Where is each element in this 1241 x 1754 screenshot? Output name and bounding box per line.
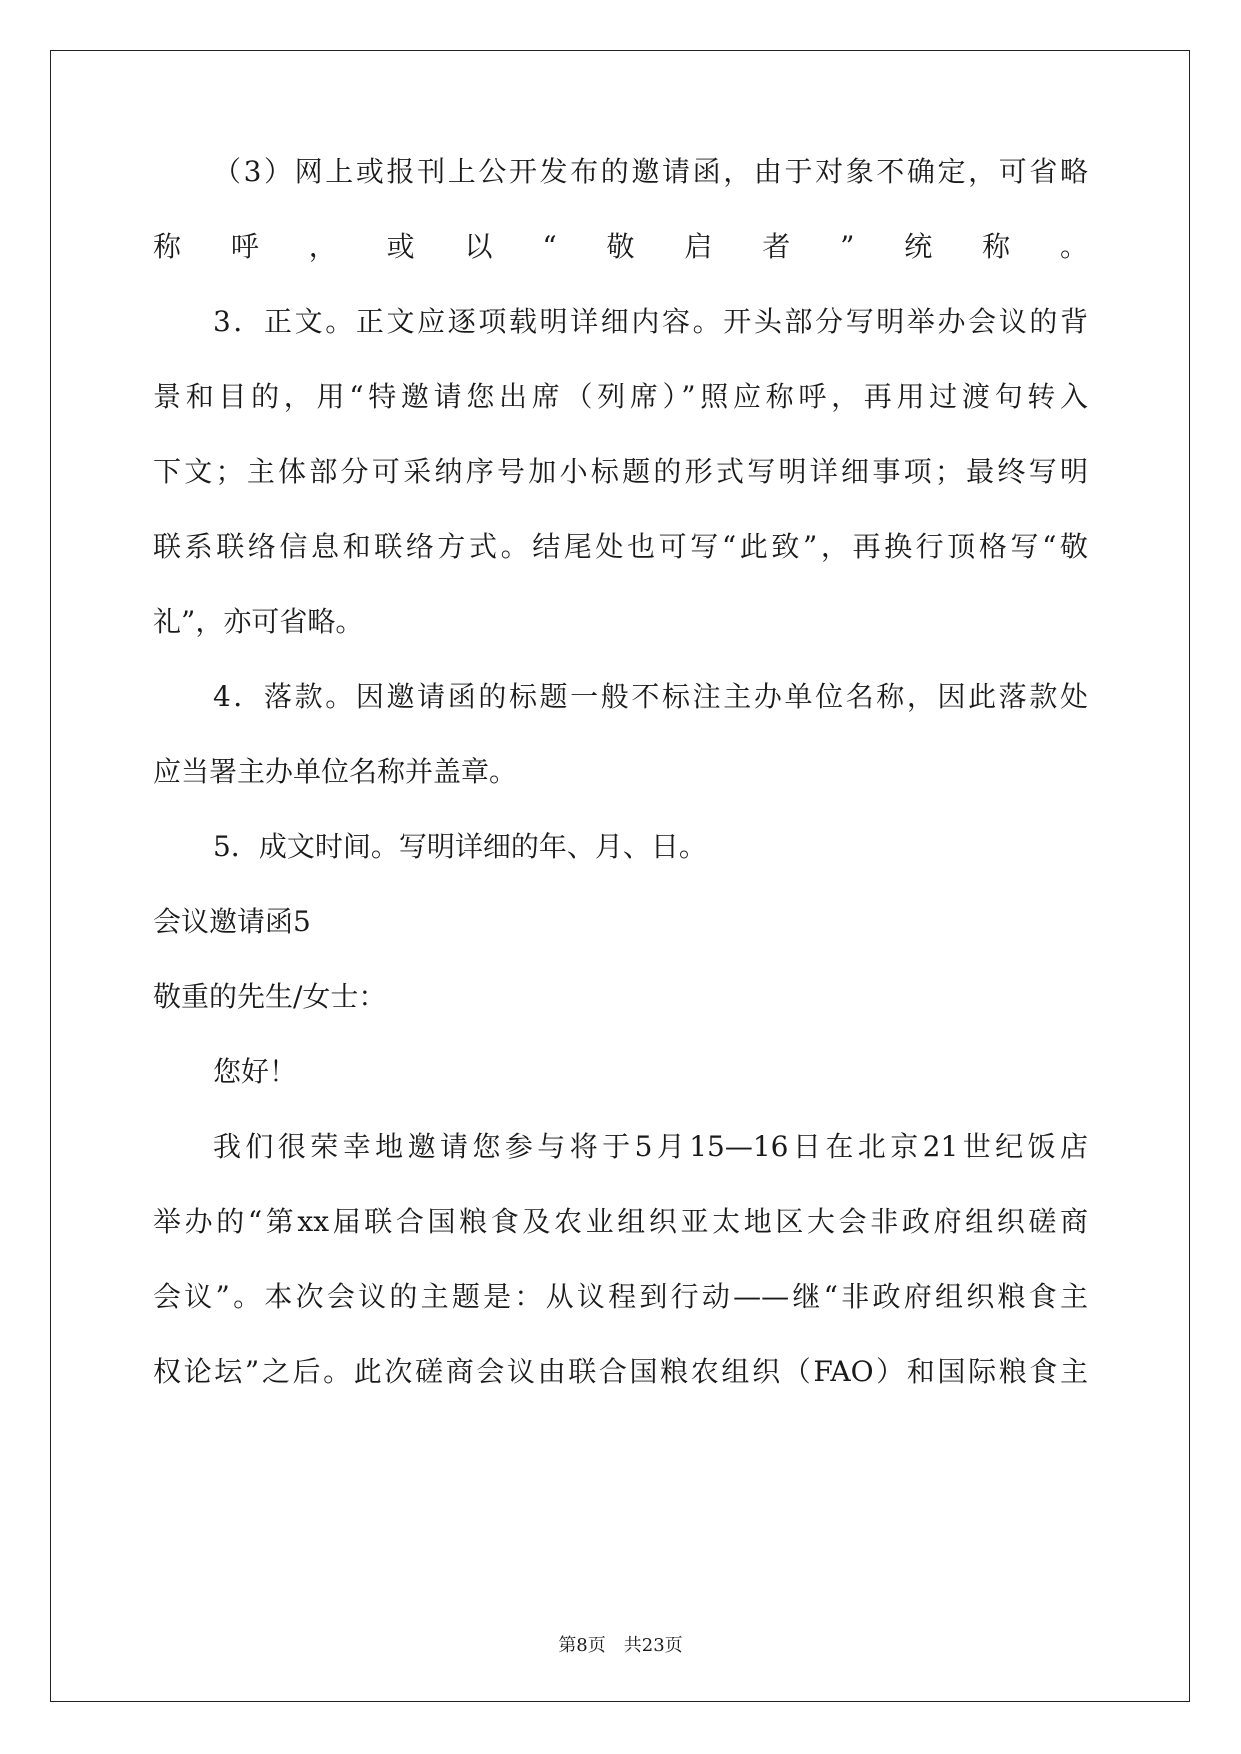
section-heading: 会议邀请函5 — [153, 905, 311, 938]
paragraph-line: 会议”。本次会议的主题是：从议程到行动——继“非政府组织粮食主 — [153, 1280, 1088, 1313]
page-number: 第8页 共23页 — [558, 1635, 683, 1656]
paragraph-line: 3．正文。正文应逐项载明详细内容。开头部分写明举办会议的背 — [213, 305, 1088, 338]
paragraph-line: 我们很荣幸地邀请您参与将于5月15—16日在北京21世纪饭店 — [213, 1130, 1088, 1163]
page-border — [50, 50, 1190, 1702]
paragraph-line: 权论坛”之后。此次磋商会议由联合国粮农组织（FAO）和国际粮食主 — [153, 1355, 1088, 1388]
paragraph-line: 下文；主体部分可采纳序号加小标题的形式写明详细事项；最终写明 — [153, 455, 1088, 488]
paragraph-line: 5．成文时间。写明详细的年、月、日。 — [213, 830, 707, 863]
paragraph-line: 称呼，或以“敬启者”统称。 — [153, 230, 1088, 263]
paragraph-line: 礼”，亦可省略。 — [153, 605, 364, 638]
greeting: 您好！ — [213, 1055, 298, 1088]
paragraph-line: 景和目的，用“特邀请您出席（列席）”照应称呼，再用过渡句转入 — [153, 380, 1088, 413]
paragraph-line: 联系联络信息和联络方式。结尾处也可写“此致”，再换行顶格写“敬 — [153, 530, 1088, 563]
paragraph-line: 举办的“第xx届联合国粮食及农业组织亚太地区大会非政府组织磋商 — [153, 1205, 1088, 1238]
paragraph-line: 应当署主办单位名称并盖章。 — [153, 755, 518, 788]
paragraph-line: 4．落款。因邀请函的标题一般不标注主办单位名称，因此落款处 — [213, 680, 1088, 713]
paragraph-line: （3）网上或报刊上公开发布的邀请函，由于对象不确定，可省略 — [213, 155, 1088, 188]
salutation: 敬重的先生/女士： — [153, 980, 387, 1013]
